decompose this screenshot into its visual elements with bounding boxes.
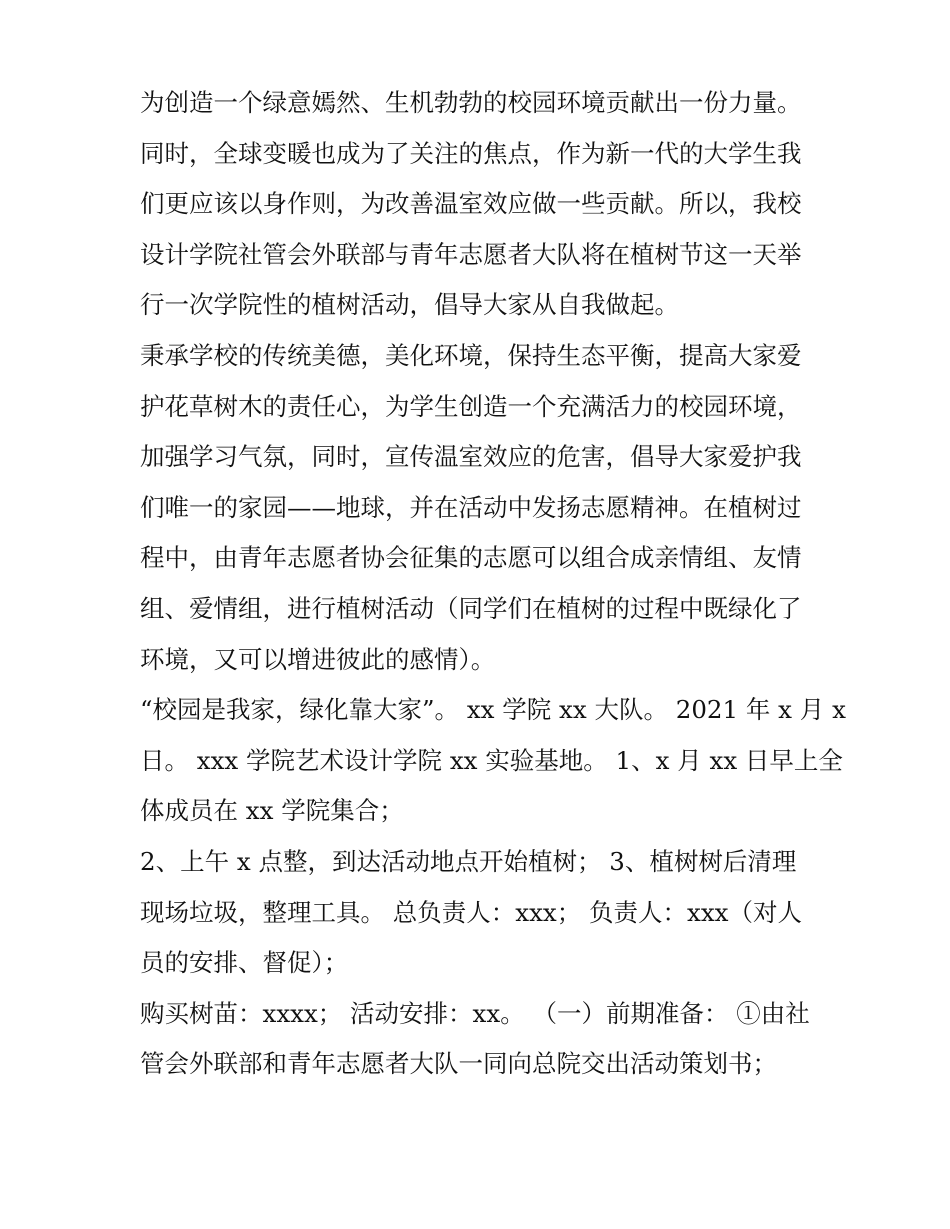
text-line: 秉承学校的传统美德，美化环境，保持生态平衡，提高大家爱 [140,340,802,370]
text-line: 同时，全球变暖也成为了关注的焦点，作为新一代的大学生我 [140,138,802,168]
text-line: 员的安排、督促）； [140,948,349,978]
text-line: 体成员在 xx 学院集合； [140,796,404,826]
text-line: 管会外联部和青年志愿者大队一同向总院交出活动策划书； [140,1049,777,1079]
text-line: 们唯一的家园——地球，并在活动中发扬志愿精神。在植树过 [140,492,802,522]
text-line: 设计学院社管会外联部与青年志愿者大队将在植树节这一天举 [140,239,802,269]
text-line: 购买树苗：xxxx； 活动安排：xx。 （一）前期准备： ①由社 [140,998,810,1028]
text-line: 护花草树木的责任心，为学生创造一个充满活力的校园环境， [140,391,802,421]
text-line: 程中，由青年志愿者协会征集的志愿可以组合成亲情组、友情 [140,543,802,573]
text-line: 组、爱情组，进行植树活动（同学们在植树的过程中既绿化了 [140,593,802,623]
text-line: 日。 xxx 学院艺术设计学院 xx 实验基地。 1、x 月 xx 日早上全 [140,745,843,775]
text-line: 为创造一个绿意嫣然、生机勃勃的校园环境贡献出一份力量。 [140,88,802,117]
text-line: 加强学习气氛，同时，宣传温室效应的危害，倡导大家爱护我 [140,442,802,472]
text-line: 们更应该以身作则，为改善温室效应做一些贡献。所以，我校 [140,189,802,219]
text-line: 环境，又可以增进彼此的感情）。 [140,644,496,674]
text-line: 2、上午 x 点整，到达活动地点开始植树； 3、植树树后清理 [140,846,797,876]
text-line: “校园是我家，绿化靠大家”。 xx 学院 xx 大队。 2021 年 x 月 x [140,695,846,725]
document-body [140,78,846,1090]
text-line: 现场垃圾，整理工具。 总负责人：xxx； 负责人：xxx（对人 [140,897,802,927]
text-line: 行一次学院性的植树活动，倡导大家从自我做起。 [140,290,679,320]
